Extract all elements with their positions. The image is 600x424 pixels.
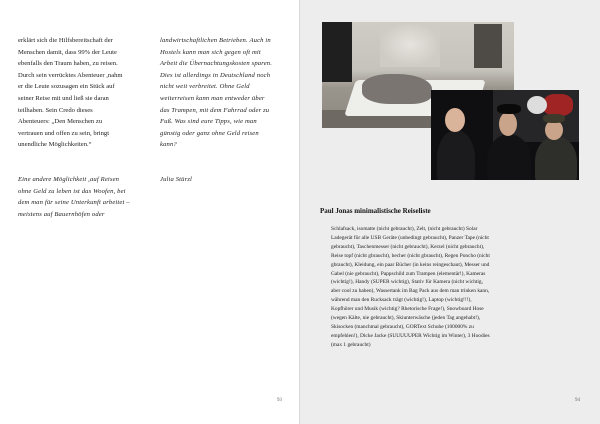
list-line: Gabel (nie gebraucht), Pappschild zum Trampen (elementär!), Kameras [331,270,486,277]
photo-flag-red-patch [543,94,573,116]
italic-line: Hostels kann man sich gegen oft mit [160,48,261,56]
list-line: gebraucht), Taschenmesser (nicht gebraucht), Kerzel (nicht gebraucht), [331,243,485,250]
body-line: teilhaben. Sein Credo dieses [18,106,93,114]
author-name: Julia Stürzl [160,176,193,184]
list-line: während man den Rucksack trägt (wichtig!), Laptop (wichtig!!!), [331,297,472,304]
photo-person-left-head [445,108,465,132]
list-line: (wichtig!), Handy (SUPER wichtig), Stativ für Kamera (nicht wichtig, [331,279,483,286]
paragraph-gap [18,163,142,175]
list-line: aber cool zu haben), Wassertank im Bag Pack aus dem man trinken kann, [331,288,490,295]
paragraph-gap [160,163,288,175]
photo-group-of-people [431,90,579,180]
photo-person-right-cap [543,114,565,123]
list-title: Paul Jonas minimalistische Reiseliste [320,207,431,215]
page-number-left: 93 [277,398,282,403]
photo-blanket [362,74,432,104]
page-number-right: 94 [575,398,580,403]
list-line: Reise topf (nicht gbraucht), becher (nicht gbraucht), Regen Poncho (nicht [331,252,490,259]
list-line: (max 1 gebraucht) [331,341,371,348]
italic-line: kann? [160,141,177,149]
list-line: empfehlen!), Dicke Jacke (SUUUUUPER Wichtig im Winter), 3 Hoodies [331,332,490,339]
paragraph-gap [160,151,288,163]
list-line: Ladegerät für alle USB Geräte (unbedingt gebraucht), Panzer Tape (nicht [331,234,489,241]
italic-line: ohne Geld zu leben ist das Woofen, bei [18,187,126,195]
photo-wall-light [380,22,440,67]
italic-line: Dies ist allerdings in Deutschland noch [160,71,271,79]
body-line: er die Leute sozusagen ein Stück auf [18,83,115,91]
list-line: Kopfhörer und Musik (wichtig? Rhetorische Frage!), Snowboard Hose [331,306,484,313]
photo-door [474,24,502,68]
italic-line: das Trampen, mit dem Fahrrad oder zu [160,106,270,114]
body-line: seiner Reise mit und ließ sie daran [18,94,109,102]
body-line: unendliche Möglichkeiten.“ [18,141,92,149]
body-line: Durch sein verrücktes Abenteuer ,nahm [18,71,123,79]
italic-line: nicht weit verbreitet. Ohne Geld [160,83,250,91]
italic-line: meistens auf Bauernhöfen oder [18,210,105,218]
italic-line: günstig oder ganz ohne Geld reisen [160,129,259,137]
photo-person-middle-hat [497,104,521,114]
body-line: vertrauen und offen zu sein, bringt [18,129,110,137]
list-line: Schlafsack, isomatte (nicht gebraucht), Zelt, (nicht gebraucht) Solar [331,226,478,232]
body-line: Abenteuers: „Den Menschen zu [18,118,103,126]
photo-person-middle-head [499,112,517,136]
body-line: Menschen damit, dass 99% der Leute [18,48,117,56]
photo-dark-wall [322,22,352,82]
paragraph-gap [18,151,142,163]
packing-list [331,225,581,350]
body-line: ebenfalls den Traum haben, zu reisen. [18,60,118,68]
body-line: erklärt sich die Hilfsbereitschaft der [18,37,113,44]
column-b [160,35,288,186]
italic-line: Fuß. Was sind eure Tipps, wie man [160,118,257,126]
list-line: (wegen Kälte, nie gebraucht), Skiunterwäsche (jeden Tag angehabt!), [331,315,481,322]
photo-person-right-head [545,120,563,140]
list-line: gbraucht), Kleidung, ein paar Bücher (in keins reingeschaut), Messer und [331,261,490,268]
italic-line: Arbeit die Übernachtungskosten sparen. [160,60,273,68]
photo-person-left-body [437,130,475,180]
photo-person-middle-body [487,134,531,180]
photo-flag-skull [527,96,547,114]
column-a [18,35,142,221]
italic-line: dem man für seine Unterkunft arbeitet – [18,199,130,207]
italic-line: weiterreisen kann man entweder über [160,94,265,102]
italic-line: Eine andere Möglichkeit ,auf Reisen [18,176,120,184]
photo-person-right-body [535,136,577,180]
list-line: Skisocken (manchmal gebraucht), GORText Schuhe (100000% zu [331,323,474,330]
italic-line: landwirtschaftlichen Betrieben. Auch in [160,37,271,44]
